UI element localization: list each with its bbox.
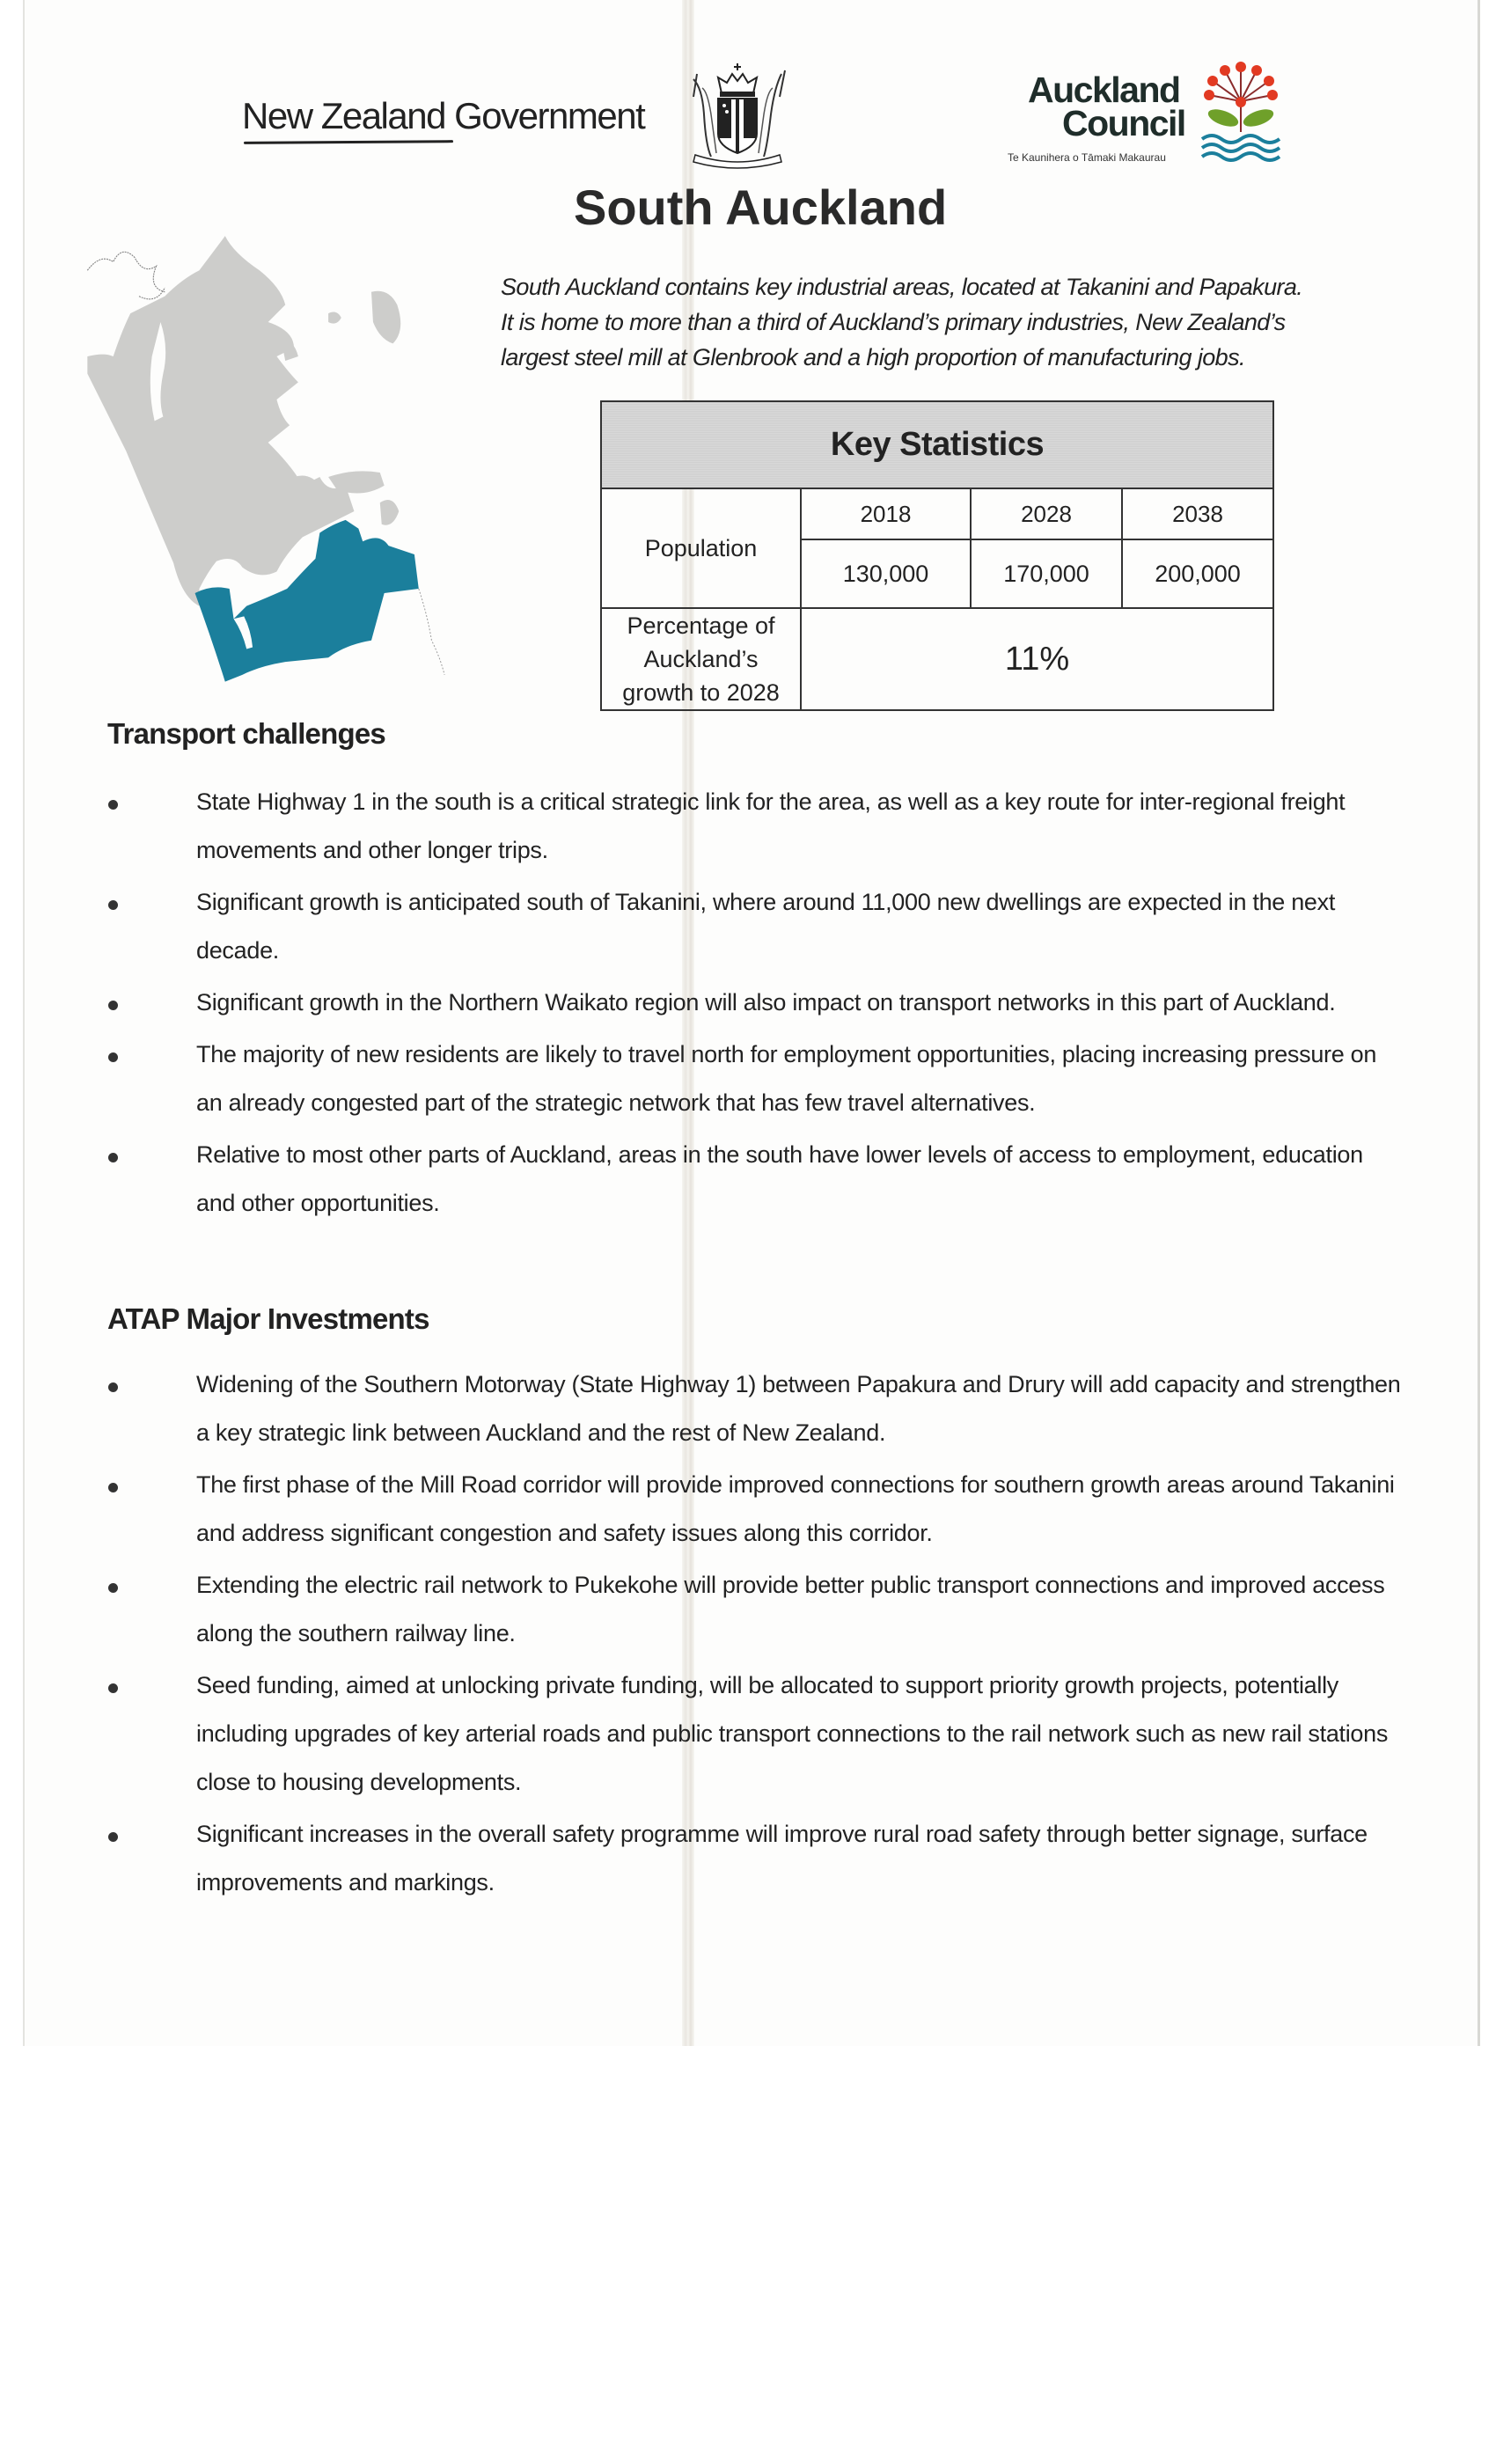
transport-challenges-heading: Transport challenges xyxy=(107,717,385,750)
auckland-council-logo-line2: Council xyxy=(1062,103,1185,143)
year-header: 2038 xyxy=(1122,488,1273,539)
bullet-icon xyxy=(108,1583,118,1593)
list-item: State Highway 1 in the south is a critical strategic link for the area, as well as a key route for inter-regional freight movements and other longer trips. xyxy=(106,778,1408,875)
bullet-icon xyxy=(108,1832,118,1842)
list-item: Significant increases in the overall safety programme will improve rural road safety through better signage, surface improvements and markings. xyxy=(106,1810,1408,1907)
population-value: 130,000 xyxy=(801,539,971,608)
population-label: Population xyxy=(601,488,801,608)
bullet-icon xyxy=(108,1382,118,1392)
growth-label xyxy=(601,608,801,710)
nz-government-logo-text: New Zealand Government xyxy=(242,95,645,136)
bullet-icon xyxy=(108,1153,118,1162)
list-item: Significant growth in the Northern Waikato region will also impact on transport networks in this part of Auckland. xyxy=(106,979,1408,1027)
pohutukawa-emblem-icon xyxy=(1197,62,1285,167)
bullet-icon xyxy=(108,1683,118,1693)
atap-investments-list xyxy=(106,1360,1408,1907)
auckland-region-map xyxy=(62,224,449,686)
nz-coat-of-arms-icon xyxy=(676,62,799,172)
year-header: 2018 xyxy=(801,488,971,539)
bullet-icon xyxy=(108,1052,118,1062)
bullet-icon xyxy=(108,1001,118,1010)
list-item: Extending the electric rail network to Pukekohe will provide better public transport connections and improved access along the southern railway line. xyxy=(106,1561,1408,1658)
population-value: 170,000 xyxy=(971,539,1122,608)
key-statistics-table xyxy=(600,400,1274,711)
list-item: Seed funding, aimed at unlocking private funding, will be allocated to support priority growth projects, potentially including upgrades of key arterial roads and public transport connections to the rail network such as new rail stations close to housing developments. xyxy=(106,1661,1408,1807)
intro-line: It is home to more than a third of Auckland’s primary industries, New Zealand’s xyxy=(501,309,1286,335)
bullet-icon xyxy=(108,1483,118,1492)
page-title: South Auckland xyxy=(574,180,948,235)
intro-paragraph xyxy=(501,269,1407,375)
list-item: Significant growth is anticipated south of Takanini, where around 11,000 new dwellings are expected in the next decade. xyxy=(106,878,1408,975)
atap-investments-heading: ATAP Major Investments xyxy=(107,1302,429,1335)
transport-challenges-list xyxy=(106,778,1408,1228)
growth-label-line: Auckland’s xyxy=(643,646,759,672)
list-item: Widening of the Southern Motorway (State Highway 1) between Papakura and Drury will add capacity and strengthen a key strategic link between Auckland and the rest of New Zealand. xyxy=(106,1360,1408,1457)
year-header: 2028 xyxy=(971,488,1122,539)
bullet-icon xyxy=(108,900,118,910)
population-value: 200,000 xyxy=(1122,539,1273,608)
auckland-council-logo-subtitle: Te Kaunihera o Tāmaki Makaurau xyxy=(1008,151,1166,164)
list-item: The first phase of the Mill Road corridor will provide improved connections for southern growth areas around Takanini and address significant congestion and safety issues along this corridor. xyxy=(106,1461,1408,1558)
intro-line: South Auckland contains key industrial areas, located at Takanini and Papakura. xyxy=(501,274,1303,300)
map-region-rest-of-auckland xyxy=(87,236,354,605)
growth-label-line: growth to 2028 xyxy=(622,679,780,706)
growth-value: 11% xyxy=(801,608,1273,710)
bullet-icon xyxy=(108,800,118,810)
auckland-council-logo-line1: Auckland xyxy=(1028,70,1180,110)
intro-line: largest steel mill at Glenbrook and a high proportion of manufacturing jobs. xyxy=(501,344,1245,370)
list-item: The majority of new residents are likely to travel north for employment opportunities, placing increasing pressure on an already congested part of the strategic network that has few travel alternatives. xyxy=(106,1030,1408,1127)
list-item: Relative to most other parts of Auckland, areas in the south have lower levels of access to employment, education and other opportunities. xyxy=(106,1131,1408,1228)
key-statistics-title: Key Statistics xyxy=(601,401,1273,488)
growth-label-line: Percentage of xyxy=(627,612,775,639)
